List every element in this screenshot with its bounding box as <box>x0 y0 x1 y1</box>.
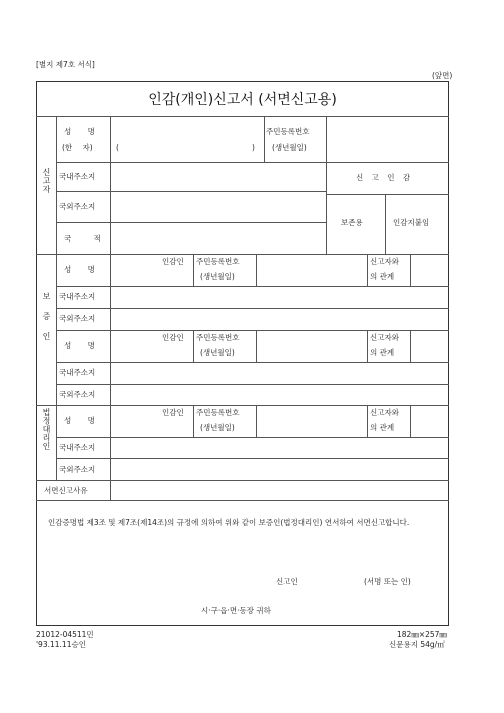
g2-rrn-label: 주민등록번호 <box>196 333 240 342</box>
reporter-keep-label: 보존용 <box>341 218 363 227</box>
vline-field-labels <box>110 116 111 500</box>
g1-rrn-label: 주민등록번호 <box>196 257 240 266</box>
divider-guarantor-start <box>36 254 449 255</box>
divider-legal-domestic <box>56 458 449 459</box>
legal-foreign-label: 국외주소지 <box>59 465 96 474</box>
addressee: 시·구·읍·면·동장 귀하 <box>201 606 271 615</box>
reporter-name-label: 성 명 <box>64 127 95 136</box>
divider-reason <box>36 500 449 501</box>
guarantor-section-label: 보증인 <box>42 292 51 352</box>
divider-seal-header <box>326 194 449 195</box>
divider-g1-domestic <box>56 308 449 309</box>
g1-birth-label: (생년월일) <box>200 272 235 281</box>
reporter-section-label: 신고자 <box>42 168 51 194</box>
vline-g1-a <box>193 254 194 286</box>
divider-legal-start <box>36 405 449 406</box>
divider-g2-name <box>56 362 449 363</box>
legal-name-label: 성 명 <box>64 416 95 425</box>
legal-rep-section-label: 법정대리인 <box>42 408 51 451</box>
vline-g1-d <box>410 254 411 286</box>
statement-text: 인감증명법 제3조 및 제7조(제14조)의 규정에 의하여 위와 같이 보증인(법정대리인) 연서하여 서면신고합니다. <box>48 518 410 527</box>
divider-legal-name <box>56 437 449 438</box>
g2-name-label: 성 명 <box>64 341 95 350</box>
vline-l-c <box>367 405 368 437</box>
reporter-foreign-label: 국외주소지 <box>59 202 96 211</box>
reporter-hanja-open: ( <box>116 143 119 152</box>
reporter-rrn-label: 주민등록번호 <box>266 127 310 136</box>
legal-relation-label-1: 신고자와 <box>370 408 399 417</box>
g2-birth-label: (생년월일) <box>200 348 235 357</box>
legal-rrn-label: 주민등록번호 <box>196 408 240 417</box>
footer-paper: 신문용지 54g/㎡ <box>389 640 445 649</box>
vline-g2-c <box>367 330 368 362</box>
legal-seal-label: 인감인 <box>162 408 184 417</box>
reporter-hanja-label: (한 자) <box>62 143 93 152</box>
reporter-birth-label: (생년월일) <box>272 143 307 152</box>
reporter-domestic-label: 국내주소지 <box>59 172 96 181</box>
signature-note: (서명 또는 인) <box>364 577 411 586</box>
legal-domestic-label: 국내주소지 <box>59 443 96 452</box>
reason-label: 서면신고사유 <box>44 486 88 495</box>
vline-g2-b <box>256 330 257 362</box>
g2-foreign-label: 국외주소지 <box>59 390 96 399</box>
footer-approval: '93.11.11승인 <box>36 640 86 649</box>
vline-g1-c <box>367 254 368 286</box>
divider-title <box>36 116 449 117</box>
g2-domestic-label: 국내주소지 <box>59 368 96 377</box>
g2-seal-label: 인감인 <box>162 333 184 342</box>
divider-legal-end <box>36 480 449 481</box>
g1-domestic-label: 국내주소지 <box>59 292 96 301</box>
vline-l-b <box>256 405 257 437</box>
g1-name-label: 성 명 <box>64 265 95 274</box>
reporter-seal-label: 신 고 인 감 <box>356 173 411 182</box>
vline-l-d <box>410 405 411 437</box>
vline-g2-a <box>193 330 194 362</box>
divider-g1-foreign <box>56 330 449 331</box>
vline-section-labels <box>56 116 57 480</box>
reporter-seal-attach-label: 인감지붙임 <box>393 218 430 227</box>
vline-g2-d <box>410 330 411 362</box>
divider-reporter-name <box>56 162 449 163</box>
g2-relation-label-2: 의 관계 <box>370 348 395 357</box>
divider-reporter-foreign <box>56 222 326 223</box>
reporter-nationality-label: 국 적 <box>64 234 101 243</box>
page-title: 인감(개인)신고서 (서면신고용) <box>148 92 337 108</box>
form-number: [별지 제7호 서식] <box>36 60 95 69</box>
g1-seal-label: 인감인 <box>162 257 184 266</box>
g1-relation-label-2: 의 관계 <box>370 272 395 281</box>
vline-l-a <box>193 405 194 437</box>
page-side-label: (앞면) <box>432 71 453 80</box>
vline-seal-split <box>385 194 386 254</box>
g1-relation-label-1: 신고자와 <box>370 257 399 266</box>
reporter-hanja-close: ) <box>252 143 255 152</box>
footer-code: 21012-04511민 <box>36 630 94 639</box>
footer-size: 182㎜×257㎜ <box>397 630 447 639</box>
vline-g1-b <box>256 254 257 286</box>
divider-reporter-domestic <box>56 191 326 192</box>
vline-reporter-rrn-left <box>264 116 265 162</box>
legal-relation-label-2: 의 관계 <box>370 423 395 432</box>
vline-reporter-rrn-right <box>326 116 327 254</box>
legal-birth-label: (생년월일) <box>200 423 235 432</box>
divider-g1-name <box>56 286 449 287</box>
signer-label: 신고인 <box>276 577 298 586</box>
g2-relation-label-1: 신고자와 <box>370 333 399 342</box>
divider-g2-domestic <box>56 384 449 385</box>
g1-foreign-label: 국외주소지 <box>59 314 96 323</box>
